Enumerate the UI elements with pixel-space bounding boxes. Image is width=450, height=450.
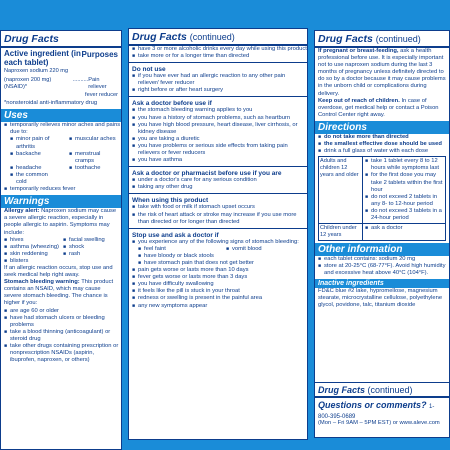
keep-away-text: In case of overdose, get medical help or contact a Poison Control Center right away.	[318, 97, 439, 118]
drug-facts-panel-2	[128, 28, 308, 440]
adults-label: Adults and children 12 years and older	[319, 157, 363, 223]
warnings-title: Warnings	[1, 195, 121, 208]
purpose-dots: ..........	[72, 76, 89, 83]
panel-title-text: Drug Facts	[318, 385, 366, 395]
allergy-item: ■ asthma (wheezing)	[1, 244, 60, 251]
ask-doctor-item: ■ the stomach bleeding warning applies to you	[129, 107, 307, 114]
ingredient-row-2	[1, 76, 121, 92]
adults-item: ■ take 1 tablet every 8 to 12 hours while symptoms last	[364, 158, 444, 172]
purpose-line: fever reducer	[85, 92, 118, 99]
uses-item: ■ the common cold	[1, 172, 60, 186]
ask-doctor-item: ■ you have a history of stomach problems, such as heartburn	[129, 115, 307, 122]
nsaid-note: *nonsteroidal anti-inflammatory drug	[4, 100, 98, 107]
stop-use-item: ■ you have difficulty swallowing	[129, 281, 307, 288]
children-label: Children under 12 years	[319, 224, 363, 240]
divider	[129, 193, 307, 194]
stomach-item: ■ are age 60 or older	[1, 308, 121, 315]
ask-doctor-item: ■ you have high blood pressure, heart disease, liver cirrhosis, or kidney disease	[129, 122, 307, 136]
questions-line	[315, 398, 449, 420]
direction-item: ■ do not take more than directed	[315, 134, 449, 141]
stop-use-sign: ■ have stomach pain that does not get better	[129, 260, 307, 267]
purpose-row-2	[1, 91, 121, 100]
uses-item: ■ muscular aches	[60, 136, 119, 150]
active-ingredient-title: Active ingredient (in each tablet)	[4, 49, 81, 67]
stop-use-item: ■ any new symptoms appear	[129, 303, 307, 310]
stomach-label: Stomach bleeding warning:	[4, 279, 80, 286]
pregnancy-warning	[315, 48, 449, 98]
allergy-after: If an allergic reaction occurs, stop use and seek medical help right away.	[4, 264, 113, 279]
when-using-title: When using this product	[132, 197, 209, 205]
divider	[129, 166, 307, 167]
directions-title: Directions	[315, 121, 449, 134]
uses-title: Uses	[1, 109, 121, 122]
allergy-item: ■ hives	[1, 237, 60, 244]
direction-item: ■ the smallest effective dose should be used	[315, 141, 449, 148]
divider	[129, 96, 307, 97]
ask-doctor-item: ■ you have asthma	[129, 157, 307, 164]
drug-facts-panel-1	[0, 30, 122, 450]
uses-item: ■ minor pain of arthritis	[1, 136, 60, 150]
allergy-text: Naproxen sodium may cause a severe allergic reaction, especially in people allergic to aspirin. Symptoms may include:	[4, 208, 117, 236]
other-info-item: ■ store at 20-25°C (68-77°F). Avoid high humidity and excessive heat above 40°C (104°F).	[315, 263, 449, 277]
uses-fever: ■ temporarily reduces fever	[1, 186, 121, 193]
allergy-item: ■ skin reddening	[1, 251, 60, 258]
stomach-item: ■ have had stomach ulcers or bleeding problems	[1, 315, 121, 329]
uses-list	[1, 136, 121, 186]
purpose-line: Pain reliever	[88, 76, 107, 90]
phone-number: 1-800-395-0689	[318, 404, 435, 420]
stop-use-sign: ■ feel faint	[129, 246, 217, 253]
children-item: ■ ask a doctor	[364, 225, 444, 232]
keep-away-label: Keep out of reach of children.	[318, 97, 400, 104]
allergy-item: ■ blisters	[1, 258, 60, 265]
divider	[129, 62, 307, 63]
direction-item: ■ drink a full glass of water with each dose	[315, 148, 449, 155]
when-using-item: ■ take with food or milk if stomach upset occurs	[129, 204, 307, 211]
other-info-item: ■ each tablet contains: sodium 20 mg	[315, 256, 449, 263]
panel-title: Drug Facts	[1, 31, 121, 48]
adults-item: ■ do not exceed 2 tablets in any 8- to 12-hour period	[364, 194, 444, 208]
do-not-use-title: Do not use	[132, 66, 166, 74]
ingredient-line: Naproxen sodium 220 mg	[4, 68, 69, 74]
pregnancy-text: ask a health professional before use. It is especially important not to use naproxen sodium during the last 3 months of pregnancy unless definitely directed to do so by a doctor because it may cause problems in the unborn child or complications during delivery.	[318, 48, 446, 97]
uses-item: ■ toothache	[60, 165, 119, 172]
ask-pharmacist-item: ■ taking any other drug	[129, 184, 307, 191]
ingredient-row-1	[1, 67, 121, 76]
do-not-use-item: ■ right before or after heart surgery	[129, 87, 307, 94]
ask-doctor-title: Ask a doctor before use if	[132, 100, 212, 108]
panel-title-text: Drug Facts	[132, 31, 187, 43]
uses-item: ■ headache	[1, 165, 60, 172]
ask-pharmacist-item: ■ under a doctor's care for any serious condition	[129, 177, 307, 184]
continued-label: (continued)	[367, 385, 413, 395]
inactive-ingredients	[315, 279, 449, 288]
pregnancy-label: If pregnant or breast-feeding,	[318, 48, 399, 54]
stop-use-intro: ■ you experience any of the following signs of stomach bleeding:	[129, 239, 307, 246]
allergy-label: Allergy alert:	[4, 208, 40, 215]
allergy-item: ■ facial swelling	[60, 237, 119, 244]
inactive-title: Inactive ingredients	[318, 279, 384, 287]
ask-doctor-item: ■ you have problems or serious side effects from taking pain relievers or fever reducers	[129, 143, 307, 157]
stop-use-item: ■ redness or swelling is present in the painful area	[129, 295, 307, 302]
ask-pharmacist-title: Ask a doctor or pharmacist before use if you are	[132, 170, 282, 178]
warning-item: ■ take more or for a longer time than directed	[129, 53, 307, 60]
when-using-item: ■ the risk of heart attack or stroke may increase if you use more than directed or for longer than directed	[129, 212, 307, 226]
uses-item: ■ menstrual cramps	[60, 151, 119, 165]
purposes-title: Purposes	[81, 50, 118, 59]
active-ingredient-header	[1, 48, 121, 67]
stop-use-title: Stop use and ask a doctor if	[132, 231, 219, 239]
directions-row-children	[319, 223, 445, 240]
children-directions	[363, 224, 445, 240]
stomach-text: This product contains an NSAID, which may cause severe stomach bleeding. The chance is higher if you:	[4, 279, 114, 307]
contact-hours: (Mon – Fri 9AM – 5PM EST) or www.aleve.com	[318, 420, 440, 426]
stop-use-item: ■ pain gets worse or lasts more than 10 days	[129, 267, 307, 274]
inactive-text: FD&C blue #2 lake, hypromellose, magnesium stearate, microcrystalline cellulose, polyethylene glycol, povidone, talc, titanium dioxide	[318, 287, 443, 309]
allergy-alert	[1, 208, 121, 236]
panel-title	[129, 29, 307, 46]
stop-use-signs	[129, 246, 307, 253]
allergy-list	[1, 237, 121, 265]
ingredient-line: (naproxen 200 mg) (NSAID)*	[4, 76, 52, 90]
uses-intro: ■ temporarily relieves minor aches and pains due to:	[1, 122, 121, 136]
stop-use-item: ■ fever gets worse or lasts more than 3 days	[129, 274, 307, 281]
continued-label: (continued)	[375, 34, 421, 44]
allergy-item: ■ rash	[60, 251, 119, 258]
adults-directions	[363, 157, 445, 223]
other-info-title: Other information	[315, 243, 449, 256]
allergy-item: ■ shock	[60, 244, 119, 251]
warning-item: ■ have 3 or more alcoholic drinks every day while using this product	[129, 46, 307, 53]
ask-doctor-item: ■ you are taking a diuretic	[129, 136, 307, 143]
directions-row-adults	[319, 157, 445, 223]
drug-facts-panel-3	[314, 30, 450, 386]
stop-use-item: ■ it feels like the pill is stuck in your throat	[129, 288, 307, 295]
stop-use-sign: ■ have bloody or black stools	[129, 253, 307, 260]
panel-title	[315, 383, 449, 398]
stomach-item: ■ take other drugs containing prescription or nonprescription NSAIDs (aspirin, ibuprofen, naproxen, or others)	[1, 343, 121, 364]
adults-item: ■ for the first dose you may take 2 tablets within the first hour	[364, 172, 444, 193]
keep-away-warning	[315, 98, 449, 119]
directions-table	[318, 156, 446, 240]
divider	[129, 228, 307, 229]
adults-item: ■ do not exceed 3 tablets in a 24-hour period	[364, 208, 444, 222]
panel-title	[315, 31, 449, 48]
continued-label: (continued)	[189, 32, 235, 42]
stop-use-sign: ■ vomit blood	[217, 246, 305, 253]
stomach-item: ■ take a blood thinning (anticoagulant) or steroid drug	[1, 329, 121, 343]
do-not-use-item: ■ if you have ever had an allergic reaction to any other pain reliever/ fever reducer	[129, 73, 307, 87]
panel-title-text: Drug Facts	[318, 33, 373, 45]
questions-label: Questions or comments?	[318, 400, 427, 410]
stomach-warning	[1, 279, 121, 307]
drug-facts-panel-4	[314, 382, 450, 438]
uses-item: ■ backache	[1, 151, 60, 165]
